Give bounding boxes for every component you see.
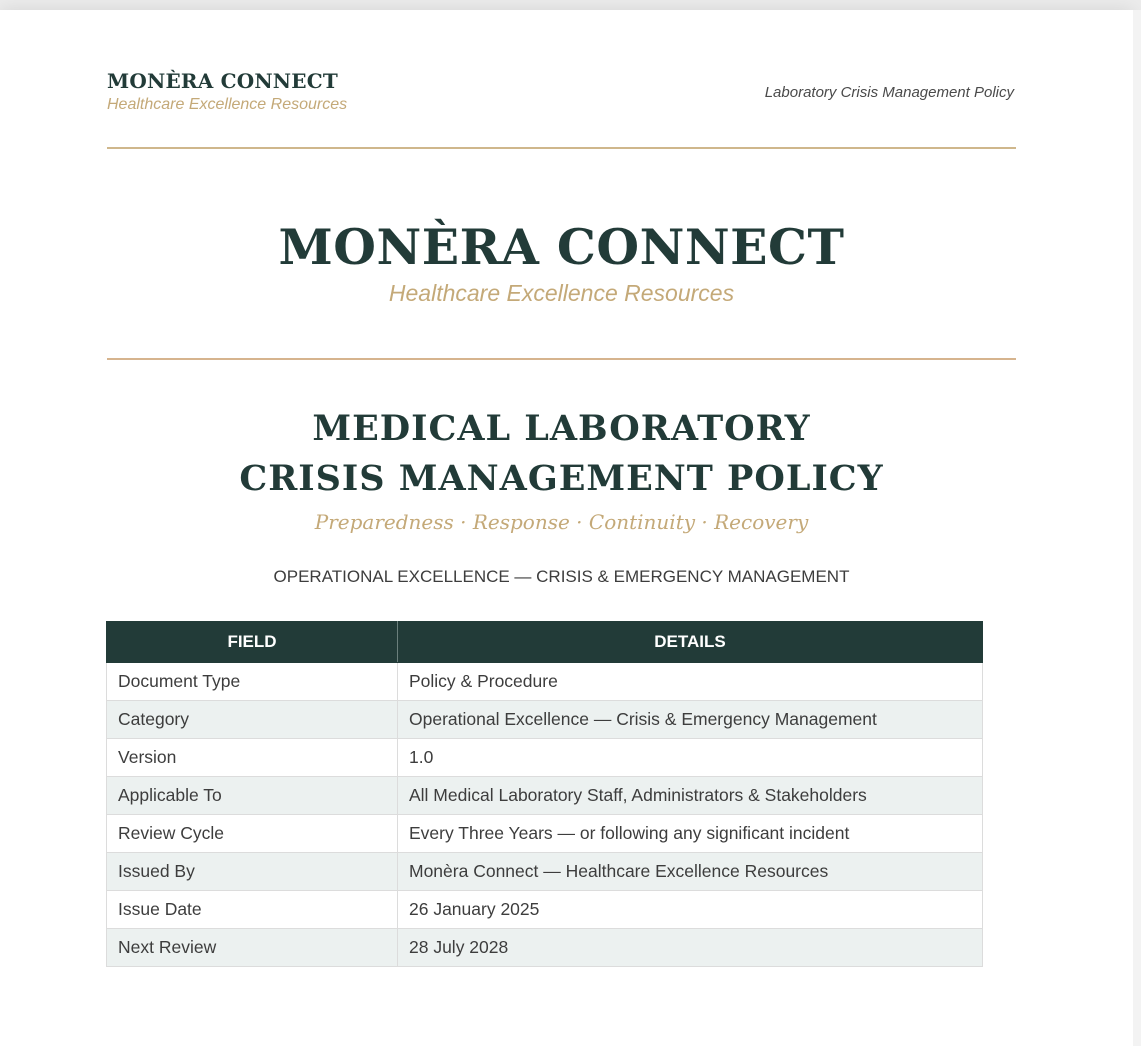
document-category-line: OPERATIONAL EXCELLENCE — CRISIS & EMERGENCY MANAGEMENT bbox=[273, 567, 850, 586]
table-row bbox=[107, 929, 983, 967]
table-row bbox=[107, 815, 983, 853]
document-subtitle: Preparedness · Response · Continuity · Recovery bbox=[314, 510, 809, 534]
details-cell: Every Three Years — or following any significant incident bbox=[398, 815, 983, 853]
column-header-field: FIELD bbox=[107, 622, 398, 663]
field-cell: Issue Date bbox=[107, 891, 398, 929]
field-cell: Issued By bbox=[107, 853, 398, 891]
details-cell: Policy & Procedure bbox=[398, 663, 983, 701]
header-document-name: Laboratory Crisis Management Policy bbox=[764, 84, 1014, 101]
table-row bbox=[107, 777, 983, 815]
table-row bbox=[107, 701, 983, 739]
field-cell: Category bbox=[107, 701, 398, 739]
field-cell: Applicable To bbox=[107, 777, 398, 815]
brand-title: MONÈRA CONNECT bbox=[278, 218, 845, 276]
table-header-row bbox=[107, 622, 983, 663]
table-row bbox=[107, 853, 983, 891]
details-cell: 26 January 2025 bbox=[398, 891, 983, 929]
table-row bbox=[107, 891, 983, 929]
field-cell: Next Review bbox=[107, 929, 398, 967]
details-cell: Monèra Connect — Healthcare Excellence Resources bbox=[398, 853, 983, 891]
field-cell: Document Type bbox=[107, 663, 398, 701]
details-cell: Operational Excellence — Crisis & Emergency Management bbox=[398, 701, 983, 739]
field-cell: Review Cycle bbox=[107, 815, 398, 853]
column-header-details: DETAILS bbox=[398, 622, 983, 663]
document-title-line-2: CRISIS MANAGEMENT POLICY bbox=[239, 458, 884, 499]
table-row bbox=[107, 663, 983, 701]
header-brand-tagline: Healthcare Excellence Resources bbox=[107, 96, 348, 113]
details-cell: 28 July 2028 bbox=[398, 929, 983, 967]
header-divider bbox=[107, 147, 1016, 149]
brand-divider bbox=[107, 358, 1016, 360]
header-brand-name: MONÈRA CONNECT bbox=[107, 69, 338, 93]
field-cell: Version bbox=[107, 739, 398, 777]
document-title-line-1: MEDICAL LABORATORY bbox=[312, 408, 811, 449]
table-row bbox=[107, 739, 983, 777]
document-control-table bbox=[106, 621, 983, 967]
scrollbar[interactable] bbox=[1133, 10, 1141, 1046]
brand-tagline: Healthcare Excellence Resources bbox=[388, 280, 735, 306]
document-title bbox=[0, 404, 1123, 504]
details-cell: 1.0 bbox=[398, 739, 983, 777]
details-cell: All Medical Laboratory Staff, Administrators & Stakeholders bbox=[398, 777, 983, 815]
